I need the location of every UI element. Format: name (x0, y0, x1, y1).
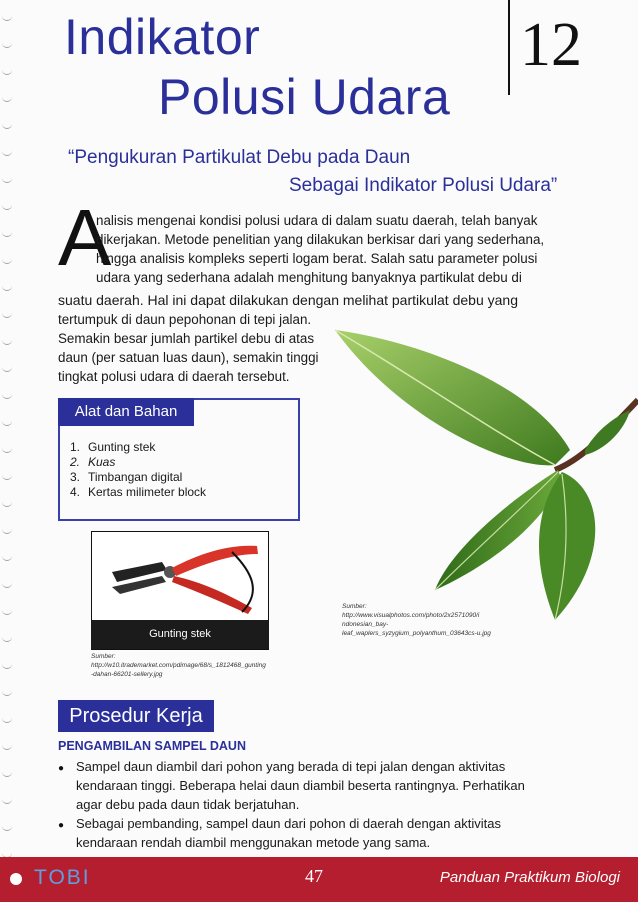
step-bullet-icon: ● (58, 820, 65, 831)
list-item-label: Kuas (88, 455, 116, 469)
quote-line2: Sebagai Indikator Polusi Udara” (289, 175, 558, 196)
list-item (70, 455, 206, 470)
drop-cap: A (58, 193, 112, 282)
spiral-ring (2, 228, 12, 237)
shears-icon (92, 532, 268, 622)
spiral-ring (2, 822, 12, 831)
list-item-label: Timbangan digital (88, 470, 183, 484)
quote-line1: “Pengukuran Partikulat Debu pada Daun (68, 147, 411, 168)
intro-line: udara yang sederhana adalah menghitung banyaknya partikulat debu di (96, 270, 522, 285)
spiral-ring (2, 174, 12, 183)
step-line: agar debu pada daun tidak berjatuhan. (76, 797, 300, 812)
chapter-title-line1: Indikator (64, 9, 261, 65)
photo-source (91, 652, 266, 679)
spiral-ring (2, 12, 12, 21)
intro-line: dikerjakan. Metode penelitian yang dilakukan berkisar dari yang sederhana, (96, 232, 545, 247)
procedure-title: Prosedur Kerja (58, 700, 214, 732)
intro-line: nalisis mengenai kondisi polusi udara di dalam suatu daerah, telah banyak (96, 213, 538, 228)
book-title: Panduan Praktikum Biologi (439, 869, 620, 886)
intro-line: tingkat polusi udara di daerah tersebut. (58, 369, 290, 384)
step-line: Sampel daun diambil dari pohon yang berada di tepi jalan dengan aktivitas (76, 759, 506, 774)
source-label: Sumber: (91, 653, 116, 660)
spiral-ring (2, 687, 12, 696)
step-line: kendaraan tinggi. Beberapa helai daun diambil beserta rantingnya. Perhatikan (76, 778, 525, 793)
source-url: http://www.visualphotos.com/photo/2x2571090/i (342, 612, 480, 619)
spiral-ring (2, 660, 12, 669)
leaf-source (342, 602, 491, 638)
spiral-ring (2, 390, 12, 399)
footer-dot-icon (10, 873, 22, 885)
page-number: 47 (305, 866, 323, 886)
intro-line: daun (per satuan luas daun), semakin tinggi (58, 350, 319, 365)
list-item-number: 1. (70, 440, 81, 454)
procedure-subheading: PENGAMBILAN SAMPEL DAUN (58, 739, 246, 753)
spiral-ring (2, 66, 12, 75)
list-item (70, 440, 206, 455)
spiral-ring (2, 606, 12, 615)
list-item-number: 2. (70, 455, 81, 469)
chapter-number: 12 (520, 11, 582, 79)
spiral-ring (2, 741, 12, 750)
spiral-ring (2, 525, 12, 534)
spiral-ring (2, 93, 12, 102)
spiral-ring (2, 471, 12, 480)
spiral-ring (2, 363, 12, 372)
step-line: Sebagai pembanding, sampel daun dari pohon di daerah dengan aktivitas (76, 816, 501, 831)
spiral-ring (2, 201, 12, 210)
intro-line: suatu daerah. Hal ini dapat dilakukan dengan melihat partikulat debu yang (58, 292, 518, 308)
step-bullet-icon: ● (58, 763, 65, 774)
spiral-ring (2, 498, 12, 507)
list-item (70, 485, 206, 500)
spiral-ring (2, 417, 12, 426)
source-label: Sumber: (342, 603, 367, 610)
list-item-label: Kertas milimeter block (88, 485, 207, 499)
intro-line: Semakin besar jumlah partikel debu di atas (58, 331, 315, 346)
list-item-label: Gunting stek (88, 440, 156, 454)
spiral-ring (2, 714, 12, 723)
intro-line: hingga analisis kompleks seperti logam berat. Salah satu parameter polusi (96, 251, 538, 266)
list-item (70, 470, 206, 485)
intro-line: tertumpuk di daun pepohonan di tepi jalan. (58, 312, 312, 327)
spiral-ring (2, 147, 12, 156)
spiral-ring (2, 579, 12, 588)
source-url: ndonesian_bay- (342, 621, 389, 628)
chapter-title-line2: Polusi Udara (158, 69, 451, 125)
source-url: leaf_waplers_syzygium_polyanthum_03643cs-u.jpg (342, 630, 491, 637)
spiral-ring (2, 633, 12, 642)
spiral-ring (2, 444, 12, 453)
spiral-ring (2, 336, 12, 345)
spiral-ring (2, 120, 12, 129)
list-item-number: 3. (70, 470, 81, 484)
spiral-ring (2, 552, 12, 561)
source-url: http://w10.itrademarket.com/pdimage/68/s_1812468_gunting (91, 662, 266, 669)
step-line: kendaraan rendah diambil menggunakan metode yang sama. (76, 835, 431, 850)
spiral-ring (2, 309, 12, 318)
spiral-ring (2, 282, 12, 291)
photo-caption: Gunting stek (91, 620, 269, 649)
spiral-ring (2, 39, 12, 48)
source-url: -dahan-66201-sellery.jpg (91, 671, 163, 678)
spiral-ring (2, 795, 12, 804)
materials-list (70, 440, 206, 500)
bay-leaf-photo (330, 300, 638, 630)
brand-logo: TOBI (34, 866, 91, 889)
spiral-ring (2, 768, 12, 777)
title-divider (508, 0, 510, 95)
spiral-ring (2, 255, 12, 264)
materials-title: Alat dan Bahan (58, 398, 194, 426)
list-item-number: 4. (70, 485, 81, 499)
spiral-binding (2, 0, 18, 880)
